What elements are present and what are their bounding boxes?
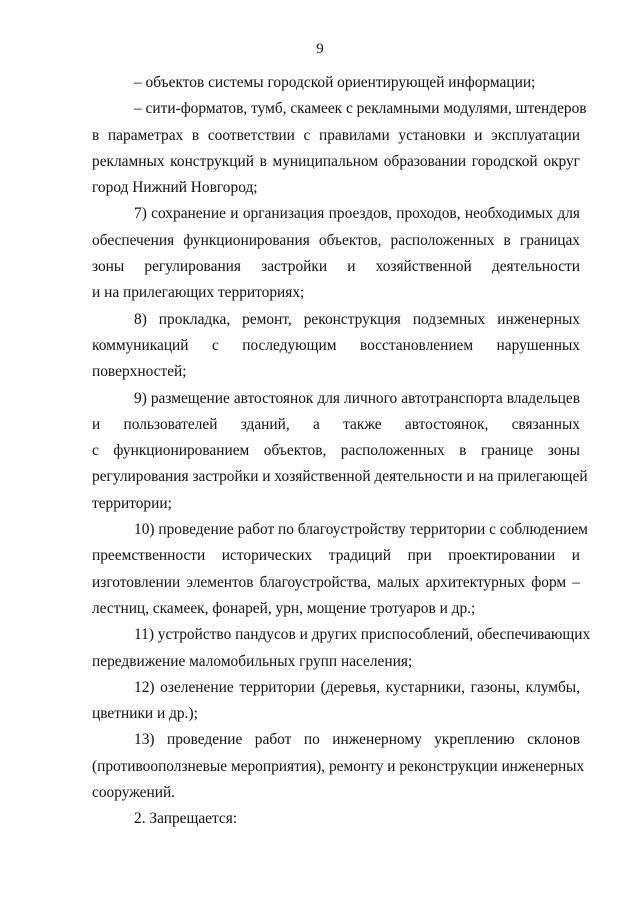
text-line: 9) размещение автостоянок для личного автотранспорта владельцев — [134, 389, 580, 407]
text-line: 12) озеленение территории (деревья, кустарники, газоны, клумбы, — [134, 678, 580, 696]
text-line: коммуникаций с последующим восстановлением нарушенных — [92, 336, 580, 354]
text-line: сооружений. — [92, 784, 176, 802]
text-line: поверхностей; — [92, 363, 187, 381]
text-line: территории; — [92, 494, 172, 512]
text-line: 10) проведение работ по благоустройству территории с соблюдением — [134, 521, 588, 539]
document-body — [92, 70, 591, 833]
text-line: (противооползневые мероприятия), ремонту и реконструкции инженерных — [92, 757, 585, 775]
text-line: – объектов системы городской ориентирующей информации; — [134, 74, 536, 91]
text-line: в параметрах в соответствии с правилами установки и эксплуатации — [92, 126, 580, 144]
text-line: – сити-форматов, тумб, скамеек с рекламными модулями, штендеров — [134, 100, 587, 118]
text-line: рекламных конструкций в муниципальном образовании городской округ — [92, 152, 580, 170]
page-number: 9 — [316, 41, 324, 57]
text-line: город Нижний Новгород; — [92, 179, 258, 197]
text-line: 13) проведение работ по инженерному укреплению склонов — [134, 731, 580, 749]
text-line: передвижение маломобильных групп населения; — [92, 652, 413, 670]
text-line: 11) устройство пандусов и других приспособлений, обеспечивающих — [134, 626, 591, 644]
text-line: регулирования застройки и хозяйственной деятельности и на прилегающей — [92, 468, 588, 486]
text-line: 7) сохранение и организация проездов, проходов, необходимых для — [134, 205, 580, 223]
text-line: 8) прокладка, ремонт, реконструкция подземных инженерных — [134, 310, 580, 328]
text-line: зоны регулирования застройки и хозяйственной деятельности — [92, 258, 580, 276]
text-line: с функционированием объектов, расположенных в границе зоны — [92, 442, 580, 460]
text-line: цветники и др.); — [92, 705, 198, 723]
text-line: преемственности исторических традиций при проектировании и — [92, 547, 580, 565]
text-line: и пользователей зданий, а также автостоянок, связанных — [92, 415, 580, 433]
text-line: изготовлении элементов благоустройства, малых архитектурных форм – — [92, 573, 580, 591]
text-line: 2. Запрещается: — [134, 810, 238, 828]
text-line: лестниц, скамеек, фонарей, урн, мощение тротуаров и др.; — [92, 599, 476, 617]
text-line: и на прилегающих территориях; — [92, 284, 305, 302]
text-line: обеспечения функционирования объектов, расположенных в границах — [92, 231, 580, 249]
